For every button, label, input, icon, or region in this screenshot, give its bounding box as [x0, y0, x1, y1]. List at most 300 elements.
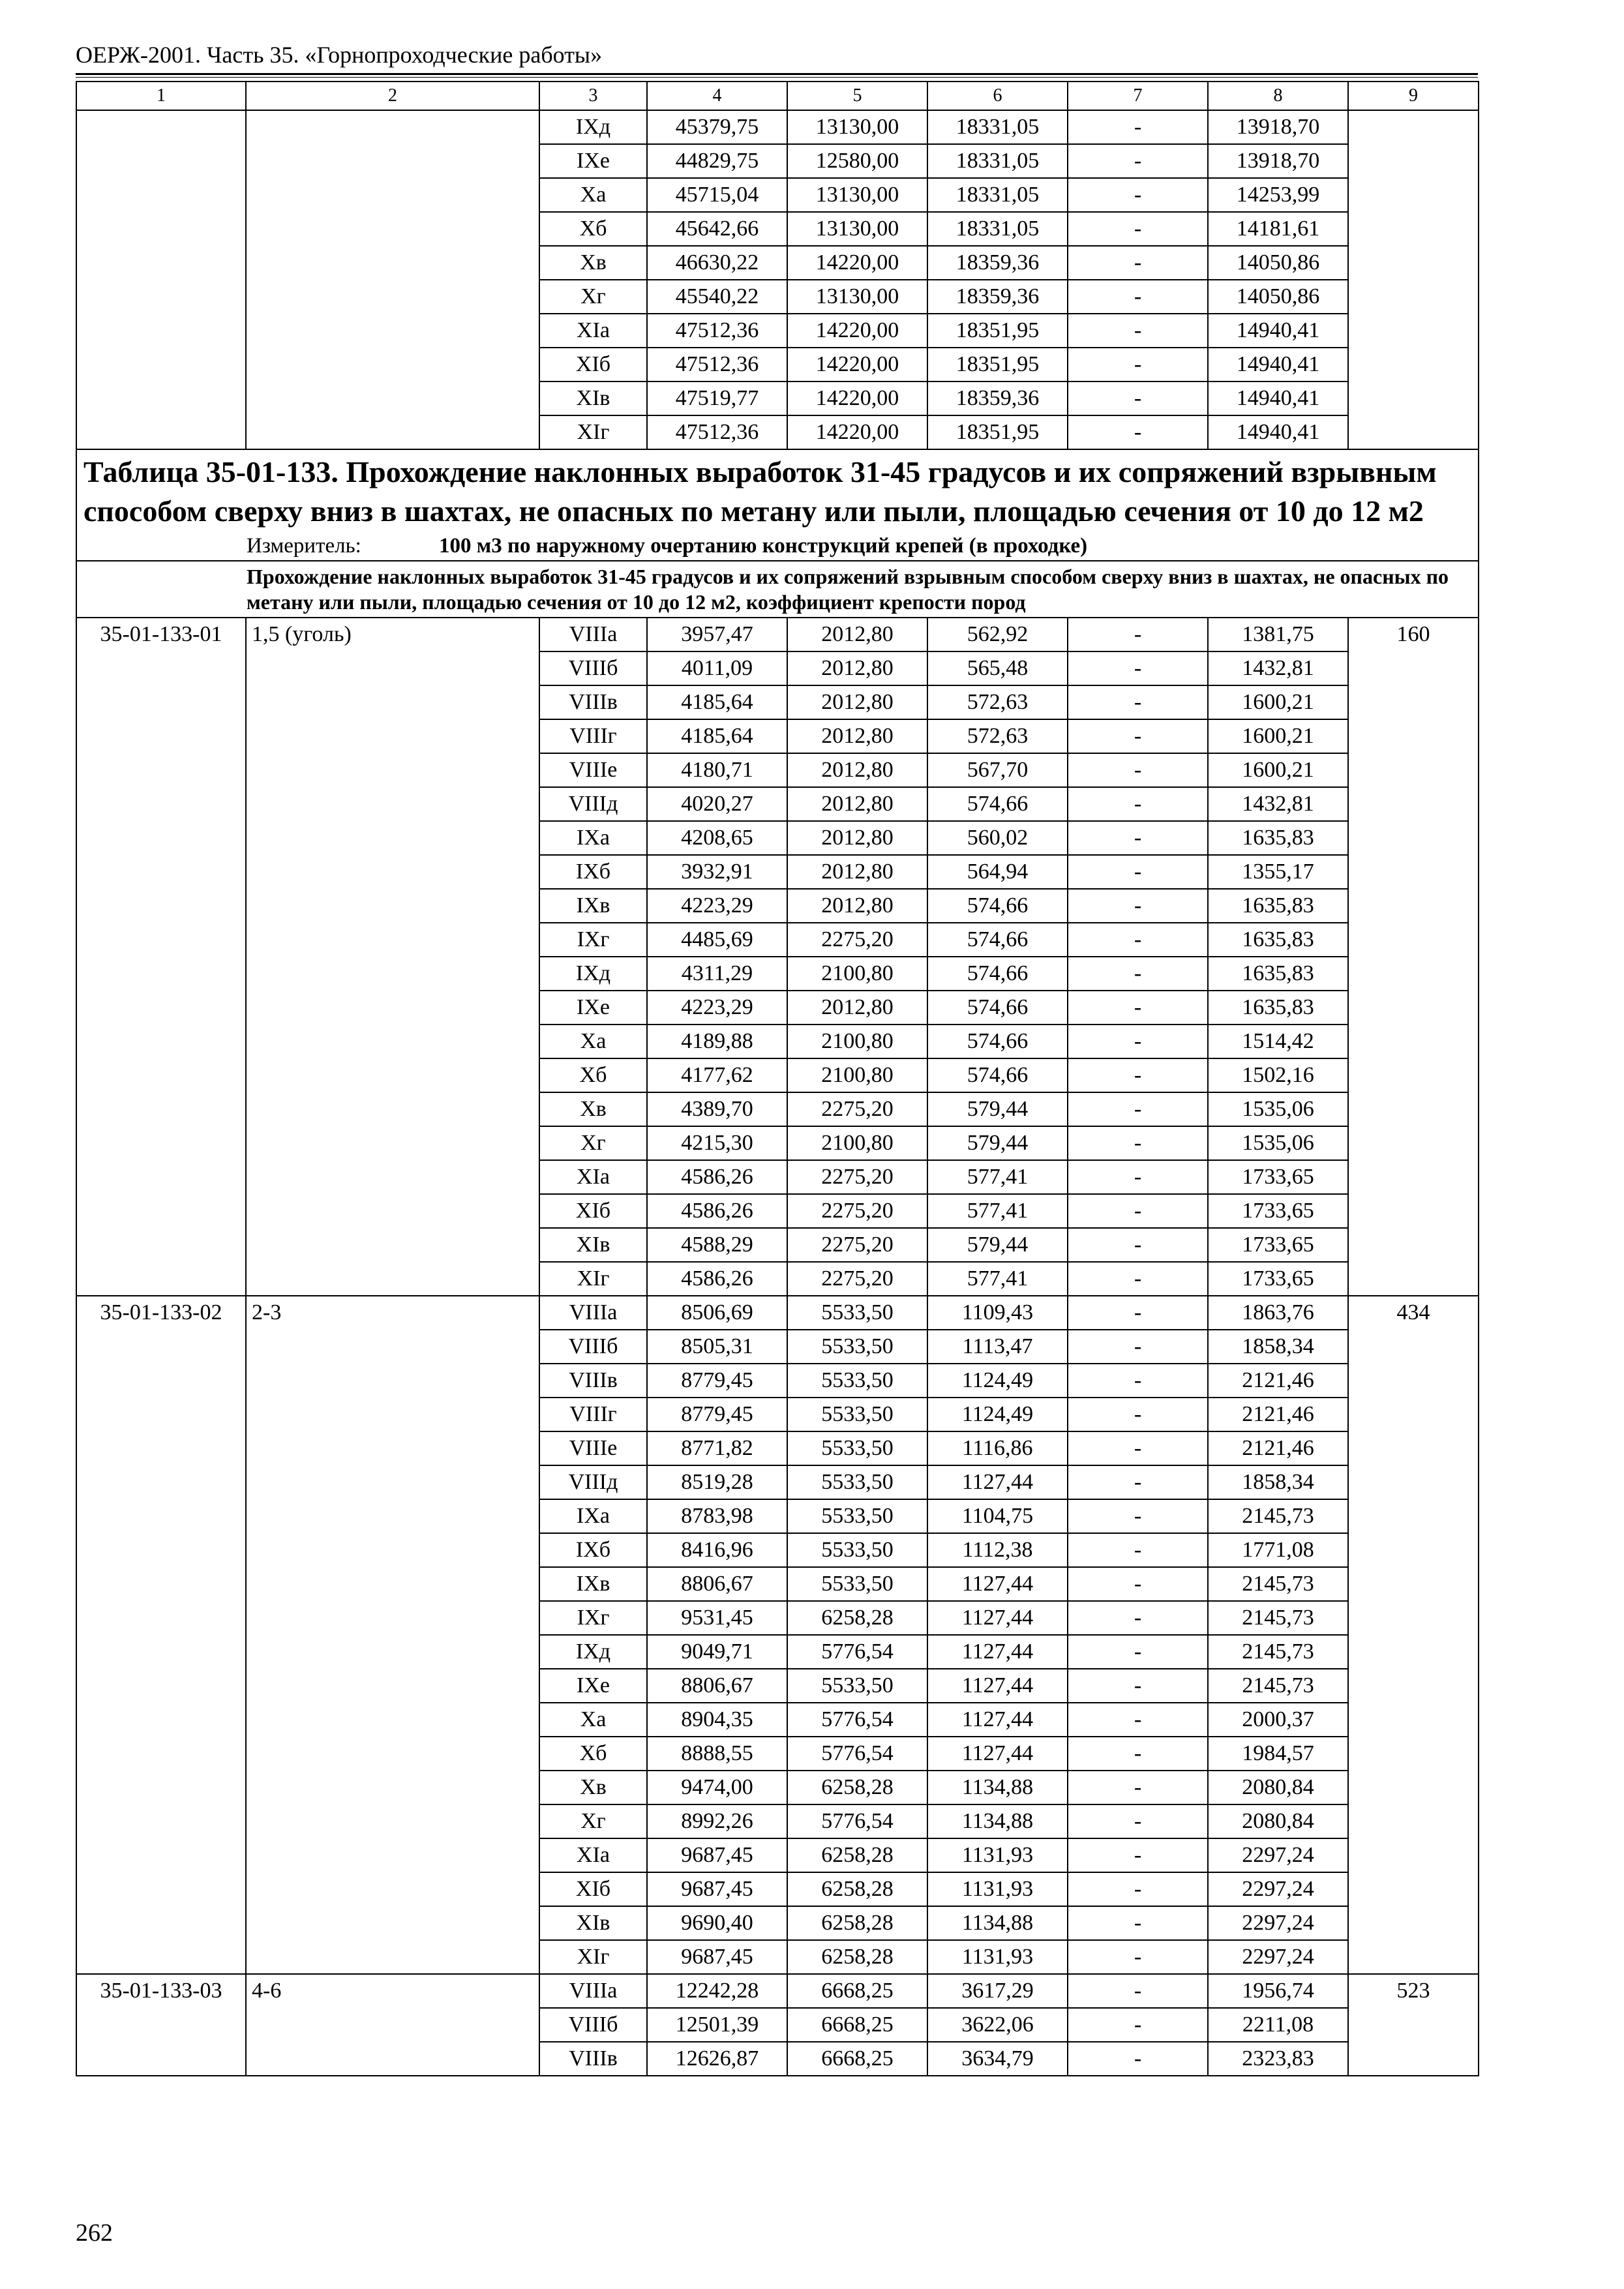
value-cell: 2012,80 — [787, 855, 927, 889]
value-cell: 574,66 — [927, 1025, 1068, 1058]
resource-code-cell: IXа — [539, 1499, 647, 1533]
col9-cell — [1348, 382, 1479, 415]
value-cell: 18331,05 — [927, 212, 1068, 246]
value-cell: 8771,82 — [647, 1431, 787, 1465]
value-cell: 1127,44 — [927, 1703, 1068, 1737]
value-cell: 1104,75 — [927, 1499, 1068, 1533]
value-cell: 572,63 — [927, 719, 1068, 753]
value-cell: 4185,64 — [647, 685, 787, 719]
value-cell: 4586,26 — [647, 1194, 787, 1228]
value-cell: - — [1068, 415, 1208, 449]
value-cell: 2297,24 — [1208, 1872, 1348, 1906]
value-cell: 8806,67 — [647, 1567, 787, 1601]
value-cell: - — [1068, 855, 1208, 889]
resource-code-cell: VIIIб — [539, 2008, 647, 2042]
value-cell: 45379,75 — [647, 110, 787, 144]
resource-code-cell: XIб — [539, 1194, 647, 1228]
column-number: 9 — [1348, 82, 1479, 110]
value-cell: 1127,44 — [927, 1737, 1068, 1771]
coef-cell — [246, 110, 539, 144]
value-cell: - — [1068, 1737, 1208, 1771]
value-cell: 2012,80 — [787, 618, 927, 651]
value-cell: 4011,09 — [647, 651, 787, 685]
value-cell: 1127,44 — [927, 1567, 1068, 1601]
value-cell: 18331,05 — [927, 110, 1068, 144]
value-cell: 577,41 — [927, 1194, 1068, 1228]
value-cell: - — [1068, 651, 1208, 685]
resource-code-cell: VIIIв — [539, 1364, 647, 1398]
header-rule — [76, 73, 1478, 75]
value-cell: 567,70 — [927, 753, 1068, 787]
meter-line — [83, 532, 1471, 561]
value-cell: 13918,70 — [1208, 144, 1348, 178]
value-cell: 45540,22 — [647, 280, 787, 314]
value-cell: 5533,50 — [787, 1431, 927, 1465]
value-cell: 1771,08 — [1208, 1533, 1348, 1567]
header-rule-thin — [76, 77, 1478, 78]
value-cell: 18351,95 — [927, 348, 1068, 382]
description-cell: Прохождение наклонных выработок 31-45 градусов и их сопряжений взрывным способом сверху вниз в шахтах, не опасных по метану или пыли, площадью сечения от 10 до 12 м2, коэффициент крепости пород — [76, 561, 1479, 618]
value-cell: 2145,73 — [1208, 1499, 1348, 1533]
code-cell — [76, 246, 246, 280]
resource-code-cell: XIв — [539, 1228, 647, 1262]
value-cell: 12242,28 — [647, 1974, 787, 2008]
table-title: Таблица 35-01-133. Прохождение наклонных выработок 31-45 градусов и их сопряжений взрывным способом сверху вниз в шахтах, не опасных по метану или пыли, площадью сечения от 10 до 12 м2 — [83, 455, 1437, 528]
value-cell: - — [1068, 787, 1208, 821]
resource-code-cell: IXд — [539, 957, 647, 991]
resource-code-cell: VIIIе — [539, 753, 647, 787]
code-cell — [76, 314, 246, 348]
value-cell: 5533,50 — [787, 1296, 927, 1330]
value-cell: 18359,36 — [927, 246, 1068, 280]
value-cell: 47512,36 — [647, 415, 787, 449]
value-cell: - — [1068, 1872, 1208, 1906]
value-cell: 9474,00 — [647, 1771, 787, 1804]
value-cell: 18351,95 — [927, 415, 1068, 449]
value-cell: 2275,20 — [787, 1194, 927, 1228]
resource-code-cell: IXа — [539, 821, 647, 855]
resource-code-cell: Xб — [539, 212, 647, 246]
value-cell: 1635,83 — [1208, 889, 1348, 923]
resource-code-cell: VIIIв — [539, 685, 647, 719]
value-cell: 9531,45 — [647, 1601, 787, 1635]
value-cell: 6258,28 — [787, 1940, 927, 1974]
value-cell: 2145,73 — [1208, 1669, 1348, 1703]
value-cell: 3932,91 — [647, 855, 787, 889]
value-cell: - — [1068, 1533, 1208, 1567]
value-cell: 6258,28 — [787, 1601, 927, 1635]
resource-code-cell: VIIIа — [539, 618, 647, 651]
value-cell: 4185,64 — [647, 719, 787, 753]
resource-code-cell: VIIIг — [539, 719, 647, 753]
column-number: 6 — [927, 82, 1068, 110]
value-cell: 1635,83 — [1208, 991, 1348, 1025]
table-row — [76, 382, 1479, 415]
resource-code-cell: Xб — [539, 1737, 647, 1771]
value-cell: 14940,41 — [1208, 348, 1348, 382]
coef-cell — [246, 246, 539, 280]
value-cell: 8519,28 — [647, 1465, 787, 1499]
value-cell: - — [1068, 1262, 1208, 1296]
value-cell: 1124,49 — [927, 1364, 1068, 1398]
value-cell: 14220,00 — [787, 348, 927, 382]
value-cell: - — [1068, 618, 1208, 651]
value-cell: 8904,35 — [647, 1703, 787, 1737]
resource-code-cell: IXе — [539, 1669, 647, 1703]
table-row — [76, 618, 1479, 651]
value-cell: 14940,41 — [1208, 382, 1348, 415]
value-cell: 1635,83 — [1208, 957, 1348, 991]
value-cell: 18331,05 — [927, 178, 1068, 212]
value-cell: 2080,84 — [1208, 1771, 1348, 1804]
value-cell: 5533,50 — [787, 1499, 927, 1533]
value-cell: 574,66 — [927, 991, 1068, 1025]
value-cell: 4586,26 — [647, 1262, 787, 1296]
value-cell: 1127,44 — [927, 1601, 1068, 1635]
value-cell: 1116,86 — [927, 1431, 1068, 1465]
value-cell: 13918,70 — [1208, 110, 1348, 144]
value-cell: 9049,71 — [647, 1635, 787, 1669]
value-cell: 1432,81 — [1208, 651, 1348, 685]
table-row — [76, 280, 1479, 314]
value-cell: - — [1068, 314, 1208, 348]
value-cell: 1733,65 — [1208, 1262, 1348, 1296]
value-cell: 9690,40 — [647, 1906, 787, 1940]
column-number: 1 — [76, 82, 246, 110]
description-row — [76, 561, 1479, 618]
coef-cell — [246, 415, 539, 449]
coef-cell: 4-6 — [246, 1974, 539, 2076]
value-cell: 45715,04 — [647, 178, 787, 212]
value-cell: 1127,44 — [927, 1669, 1068, 1703]
value-cell: 4177,62 — [647, 1058, 787, 1092]
value-cell: 5776,54 — [787, 1635, 927, 1669]
value-cell: - — [1068, 1771, 1208, 1804]
value-cell: 47512,36 — [647, 314, 787, 348]
value-cell: 2275,20 — [787, 1092, 927, 1126]
code-cell — [76, 382, 246, 415]
column-number: 5 — [787, 82, 927, 110]
resource-code-cell: IXб — [539, 1533, 647, 1567]
value-cell: 1131,93 — [927, 1872, 1068, 1906]
value-cell: 2275,20 — [787, 1160, 927, 1194]
value-cell: 1109,43 — [927, 1296, 1068, 1330]
value-cell: 4208,65 — [647, 821, 787, 855]
table-row — [76, 110, 1479, 144]
value-cell: 47519,77 — [647, 382, 787, 415]
value-cell: 3957,47 — [647, 618, 787, 651]
resource-code-cell: XIг — [539, 1940, 647, 1974]
value-cell: 1502,16 — [1208, 1058, 1348, 1092]
value-cell: - — [1068, 1703, 1208, 1737]
resource-code-cell: VIIIе — [539, 1431, 647, 1465]
table-row — [76, 178, 1479, 212]
value-cell: 2297,24 — [1208, 1940, 1348, 1974]
value-cell: 1535,06 — [1208, 1092, 1348, 1126]
value-cell: 8505,31 — [647, 1330, 787, 1364]
coef-cell — [246, 178, 539, 212]
value-cell: 2012,80 — [787, 719, 927, 753]
code-cell — [76, 212, 246, 246]
value-cell: 14220,00 — [787, 314, 927, 348]
value-cell: 1127,44 — [927, 1635, 1068, 1669]
value-cell: - — [1068, 382, 1208, 415]
value-cell: 565,48 — [927, 651, 1068, 685]
value-cell: - — [1068, 821, 1208, 855]
value-cell: 564,94 — [927, 855, 1068, 889]
value-cell: 13130,00 — [787, 280, 927, 314]
value-cell: - — [1068, 889, 1208, 923]
value-cell: 5776,54 — [787, 1804, 927, 1838]
rates-table — [76, 81, 1479, 2076]
col9-cell — [1348, 314, 1479, 348]
value-cell: 6258,28 — [787, 1838, 927, 1872]
resource-code-cell: Xб — [539, 1058, 647, 1092]
table-body — [76, 82, 1479, 2076]
value-cell: 5533,50 — [787, 1669, 927, 1703]
value-cell: 2297,24 — [1208, 1838, 1348, 1872]
value-cell: 1535,06 — [1208, 1126, 1348, 1160]
column-number: 4 — [647, 82, 787, 110]
value-cell: - — [1068, 719, 1208, 753]
coef-cell — [246, 144, 539, 178]
value-cell: 5533,50 — [787, 1465, 927, 1499]
value-cell: 1134,88 — [927, 1771, 1068, 1804]
value-cell: 12626,87 — [647, 2042, 787, 2076]
value-cell: 8806,67 — [647, 1669, 787, 1703]
resource-code-cell: VIIIд — [539, 1465, 647, 1499]
code-cell — [76, 110, 246, 144]
value-cell: 2012,80 — [787, 821, 927, 855]
resource-code-cell: XIб — [539, 1872, 647, 1906]
coef-cell — [246, 212, 539, 246]
resource-code-cell: IXд — [539, 1635, 647, 1669]
value-cell: 6258,28 — [787, 1872, 927, 1906]
value-cell: - — [1068, 957, 1208, 991]
value-cell: 1381,75 — [1208, 618, 1348, 651]
table-row — [76, 212, 1479, 246]
value-cell: 8506,69 — [647, 1296, 787, 1330]
value-cell: 4485,69 — [647, 923, 787, 957]
value-cell: - — [1068, 1804, 1208, 1838]
value-cell: 13130,00 — [787, 212, 927, 246]
value-cell: 1127,44 — [927, 1465, 1068, 1499]
value-cell: 574,66 — [927, 889, 1068, 923]
value-cell: 4020,27 — [647, 787, 787, 821]
value-cell: 13130,00 — [787, 110, 927, 144]
value-cell: 1956,74 — [1208, 1974, 1348, 2008]
value-cell: 2012,80 — [787, 787, 927, 821]
coef-cell — [246, 280, 539, 314]
column-number: 7 — [1068, 82, 1208, 110]
resource-code-cell: Xв — [539, 246, 647, 280]
resource-code-cell: VIIIа — [539, 1296, 647, 1330]
value-cell: - — [1068, 1398, 1208, 1431]
value-cell: 1131,93 — [927, 1838, 1068, 1872]
value-cell: - — [1068, 1635, 1208, 1669]
table-row — [76, 1296, 1479, 1330]
value-cell: 14220,00 — [787, 246, 927, 280]
value-cell: 574,66 — [927, 957, 1068, 991]
col9-cell: 434 — [1348, 1296, 1479, 1974]
value-cell: 18359,36 — [927, 382, 1068, 415]
resource-code-cell: Xа — [539, 178, 647, 212]
value-cell: - — [1068, 1974, 1208, 2008]
value-cell: 12501,39 — [647, 2008, 787, 2042]
value-cell: 3634,79 — [927, 2042, 1068, 2076]
value-cell: 6668,25 — [787, 2042, 927, 2076]
value-cell: 2121,46 — [1208, 1431, 1348, 1465]
code-cell — [76, 280, 246, 314]
value-cell: 44829,75 — [647, 144, 787, 178]
resource-code-cell: Xв — [539, 1771, 647, 1804]
value-cell: 47512,36 — [647, 348, 787, 382]
resource-code-cell: VIIIд — [539, 787, 647, 821]
value-cell: - — [1068, 1838, 1208, 1872]
value-cell: - — [1068, 1601, 1208, 1635]
value-cell: 2100,80 — [787, 957, 927, 991]
value-cell: 5533,50 — [787, 1364, 927, 1398]
table-row — [76, 246, 1479, 280]
value-cell: 4389,70 — [647, 1092, 787, 1126]
value-cell: 574,66 — [927, 1058, 1068, 1092]
value-cell: 2012,80 — [787, 685, 927, 719]
value-cell: - — [1068, 110, 1208, 144]
value-cell: 1112,38 — [927, 1533, 1068, 1567]
resource-code-cell: Xа — [539, 1703, 647, 1737]
value-cell: 8416,96 — [647, 1533, 787, 1567]
code-cell — [76, 178, 246, 212]
value-cell: 1733,65 — [1208, 1160, 1348, 1194]
col9-cell: 523 — [1348, 1974, 1479, 2076]
resource-code-cell: XIб — [539, 348, 647, 382]
value-cell: 1514,42 — [1208, 1025, 1348, 1058]
value-cell: 2012,80 — [787, 753, 927, 787]
value-cell: 18331,05 — [927, 144, 1068, 178]
value-cell: 1858,34 — [1208, 1465, 1348, 1499]
value-cell: - — [1068, 1025, 1208, 1058]
col9-cell — [1348, 246, 1479, 280]
value-cell: 14220,00 — [787, 382, 927, 415]
column-number: 8 — [1208, 82, 1348, 110]
coef-cell: 2-3 — [246, 1296, 539, 1974]
value-cell: - — [1068, 144, 1208, 178]
value-cell: 574,66 — [927, 787, 1068, 821]
value-cell: 14940,41 — [1208, 415, 1348, 449]
value-cell: - — [1068, 348, 1208, 382]
value-cell: - — [1068, 1058, 1208, 1092]
resource-code-cell: VIIIб — [539, 1330, 647, 1364]
value-cell: 18351,95 — [927, 314, 1068, 348]
value-cell: 2275,20 — [787, 1228, 927, 1262]
resource-code-cell: XIг — [539, 415, 647, 449]
table-title-cell — [76, 449, 1479, 561]
table-row — [76, 314, 1479, 348]
value-cell: 4223,29 — [647, 991, 787, 1025]
resource-code-cell: VIIIа — [539, 1974, 647, 2008]
value-cell: 579,44 — [927, 1092, 1068, 1126]
value-cell: - — [1068, 212, 1208, 246]
value-cell: - — [1068, 1296, 1208, 1330]
value-cell: 8888,55 — [647, 1737, 787, 1771]
col9-cell — [1348, 110, 1479, 144]
meter-value: 100 м3 по наружному очертанию конструкций крепей (в проходке) — [439, 533, 1088, 558]
coef-cell — [246, 348, 539, 382]
value-cell: 5533,50 — [787, 1533, 927, 1567]
value-cell: 2012,80 — [787, 651, 927, 685]
table-title-row — [76, 449, 1479, 561]
value-cell: 2275,20 — [787, 1262, 927, 1296]
value-cell: 6258,28 — [787, 1906, 927, 1940]
value-cell: 1600,21 — [1208, 753, 1348, 787]
column-number: 3 — [539, 82, 647, 110]
value-cell: 6668,25 — [787, 1974, 927, 2008]
resource-code-cell: XIв — [539, 382, 647, 415]
resource-code-cell: Xг — [539, 1126, 647, 1160]
value-cell: 2211,08 — [1208, 2008, 1348, 2042]
value-cell: 5533,50 — [787, 1567, 927, 1601]
value-cell: 14181,61 — [1208, 212, 1348, 246]
value-cell: - — [1068, 246, 1208, 280]
resource-code-cell: XIв — [539, 1906, 647, 1940]
value-cell: 1984,57 — [1208, 1737, 1348, 1771]
value-cell: - — [1068, 1228, 1208, 1262]
resource-code-cell: IXе — [539, 144, 647, 178]
col9-cell — [1348, 280, 1479, 314]
resource-code-cell: VIIIб — [539, 651, 647, 685]
value-cell: 579,44 — [927, 1228, 1068, 1262]
value-cell: 8783,98 — [647, 1499, 787, 1533]
value-cell: 2000,37 — [1208, 1703, 1348, 1737]
code-cell: 35-01-133-03 — [76, 1974, 246, 2076]
value-cell: 1863,76 — [1208, 1296, 1348, 1330]
value-cell: 2275,20 — [787, 923, 927, 957]
value-cell: 46630,22 — [647, 246, 787, 280]
value-cell: 5533,50 — [787, 1398, 927, 1431]
value-cell: 1600,21 — [1208, 685, 1348, 719]
resource-code-cell: VIIIг — [539, 1398, 647, 1431]
value-cell: 1858,34 — [1208, 1330, 1348, 1364]
value-cell: 2145,73 — [1208, 1635, 1348, 1669]
value-cell: - — [1068, 1906, 1208, 1940]
resource-code-cell: IXб — [539, 855, 647, 889]
resource-code-cell: XIа — [539, 1838, 647, 1872]
value-cell: - — [1068, 923, 1208, 957]
resource-code-cell: Xв — [539, 1092, 647, 1126]
value-cell: 45642,66 — [647, 212, 787, 246]
value-cell: 14253,99 — [1208, 178, 1348, 212]
value-cell: 8992,26 — [647, 1804, 787, 1838]
code-cell — [76, 415, 246, 449]
value-cell: 6668,25 — [787, 2008, 927, 2042]
value-cell: 12580,00 — [787, 144, 927, 178]
value-cell: - — [1068, 1499, 1208, 1533]
page-number: 262 — [76, 2219, 113, 2247]
value-cell: 2145,73 — [1208, 1567, 1348, 1601]
value-cell: 1131,93 — [927, 1940, 1068, 1974]
page-header: ОЕРЖ-2001. Часть 35. «Горнопроходческие работы» — [76, 42, 603, 68]
value-cell: 2100,80 — [787, 1025, 927, 1058]
value-cell: 2121,46 — [1208, 1398, 1348, 1431]
value-cell: - — [1068, 1669, 1208, 1703]
value-cell: - — [1068, 1431, 1208, 1465]
value-cell: 13130,00 — [787, 178, 927, 212]
value-cell: 14050,86 — [1208, 280, 1348, 314]
value-cell: 572,63 — [927, 685, 1068, 719]
value-cell: 8779,45 — [647, 1364, 787, 1398]
value-cell: 2297,24 — [1208, 1906, 1348, 1940]
value-cell: 1635,83 — [1208, 923, 1348, 957]
